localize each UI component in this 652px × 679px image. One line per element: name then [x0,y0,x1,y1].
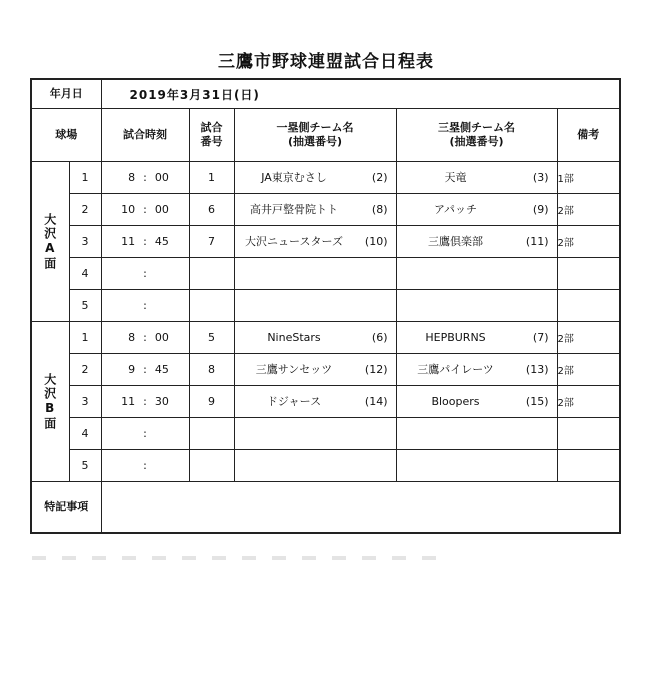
header-time: 試合時刻 [101,109,189,162]
page-title: 三鷹市野球連盟試合日程表 [218,52,434,72]
game-number: 6 [189,194,234,226]
table-row [31,258,620,290]
row-note: 1部 [557,162,620,194]
time-colon: : [143,427,147,440]
time-hour: 11 [121,235,136,248]
time-minute: 45 [154,235,169,248]
row-index: 1 [69,162,101,194]
row-index: 2 [69,194,101,226]
first-team-cell [234,162,396,194]
first-team-name: NineStars [267,331,321,344]
third-team-cell [396,258,557,290]
time-hour: 8 [128,331,136,344]
field-name-cell [31,322,69,482]
row-index: 4 [69,418,101,450]
row-index: 3 [69,226,101,258]
first-team-lottery: (12) [364,363,388,376]
row-index: 5 [69,290,101,322]
row-note: 2部 [557,354,620,386]
third-team-cell [396,162,557,194]
time-minute [155,427,177,440]
time-colon: : [143,299,147,312]
date-label: 年月日 [31,79,101,109]
first-team-cell [234,290,396,322]
third-team-cell [396,450,557,482]
game-number: 5 [189,322,234,354]
third-team-name: HEPBURNS [425,331,486,344]
time-hour [113,267,135,280]
first-team-lottery: (10) [364,235,388,248]
row-note: 2部 [557,194,620,226]
header-game-no [189,109,234,162]
third-team-lottery: (11) [525,235,549,248]
third-team-name: Bloopers [431,395,480,408]
field-name-cell [31,162,69,322]
time-hour: 10 [121,203,136,216]
game-number: 8 [189,354,234,386]
first-team-cell [234,354,396,386]
game-time [101,354,189,386]
game-number: 1 [189,162,234,194]
time-colon: : [143,395,147,408]
third-team-cell [396,386,557,418]
third-team-lottery: (7) [532,331,549,344]
schedule-body [31,162,620,482]
time-colon: : [143,235,147,248]
third-team-cell [396,418,557,450]
game-time [101,386,189,418]
row-note: 2部 [557,322,620,354]
third-team-name: 三鷹倶楽部 [428,235,483,248]
time-colon: : [143,171,147,184]
time-minute: 00 [154,203,169,216]
header-third-team [396,109,557,162]
row-note: 2部 [557,386,620,418]
row-note [557,418,620,450]
first-team-cell [234,386,396,418]
time-minute [155,459,177,472]
third-team-cell [396,322,557,354]
game-time [101,322,189,354]
first-team-name: ドジャース [266,395,322,408]
third-team-lottery: (13) [525,363,549,376]
row-index: 1 [69,322,101,354]
first-team-cell [234,418,396,450]
time-hour: 9 [128,363,136,376]
first-team-cell [234,226,396,258]
table-row [31,450,620,482]
time-hour: 11 [121,395,136,408]
table-row [31,354,620,386]
time-colon: : [143,459,147,472]
third-team-cell [396,226,557,258]
third-team-lottery: (3) [532,171,549,184]
time-minute [155,299,177,312]
game-number [189,290,234,322]
game-time [101,162,189,194]
game-time [101,194,189,226]
field-name: 大沢A面 [42,212,57,271]
game-time [101,290,189,322]
row-index: 5 [69,450,101,482]
header-first-team-line2: (抽選番号) [287,135,343,148]
first-team-cell [234,194,396,226]
first-team-lottery: (14) [364,395,388,408]
first-team-lottery: (2) [371,171,388,184]
third-team-cell [396,194,557,226]
row-note: 2部 [557,226,620,258]
row-index: 3 [69,386,101,418]
header-note: 備考 [557,109,620,162]
third-team-name: 三鷹パイレーツ [417,363,494,376]
first-team-name: JA東京むさし [261,171,327,184]
row-index: 4 [69,258,101,290]
row-note [557,258,620,290]
row-index: 2 [69,354,101,386]
special-notes-label: 特記事項 [31,482,101,534]
first-team-name: 高井戸整骨院トト [250,203,338,216]
scan-artifact [32,556,452,560]
time-colon: : [143,267,147,280]
header-row [31,109,620,162]
header-first-team-line1: 一塁側チーム名 [276,121,354,134]
first-team-cell [234,258,396,290]
third-team-name: 天竜 [444,171,467,184]
time-minute [155,267,177,280]
time-colon: : [143,203,147,216]
time-minute: 00 [154,171,169,184]
time-minute: 00 [154,331,169,344]
first-team-name: 三鷹サンセッツ [255,363,333,376]
time-minute: 45 [154,363,169,376]
time-minute: 30 [154,395,169,408]
header-first-team [234,109,396,162]
game-number [189,418,234,450]
game-number: 9 [189,386,234,418]
special-notes-content [101,482,620,534]
time-colon: : [143,363,147,376]
game-time [101,418,189,450]
table-row [31,386,620,418]
first-team-name: 大沢ニュースターズ [245,235,343,248]
third-team-lottery: (9) [532,203,549,216]
third-team-lottery: (15) [525,395,549,408]
first-team-lottery: (6) [371,331,388,344]
header-third-team-line2: (抽選番号) [449,135,504,148]
row-note [557,450,620,482]
table-row [31,290,620,322]
first-team-cell [234,450,396,482]
game-number: 7 [189,226,234,258]
game-number [189,258,234,290]
row-note [557,290,620,322]
third-team-name: アパッチ [433,203,478,216]
game-number [189,450,234,482]
time-hour [113,427,135,440]
time-hour [113,459,135,472]
time-colon: : [143,331,147,344]
third-team-cell [396,290,557,322]
table-row [31,226,620,258]
date-row [31,79,620,109]
table-row [31,194,620,226]
header-game-no-line1: 試合 [200,121,223,134]
third-team-cell [396,354,557,386]
schedule-table [30,78,621,534]
table-row [31,162,620,194]
game-time [101,258,189,290]
first-team-lottery: (8) [371,203,388,216]
header-field: 球場 [31,109,101,162]
special-notes-row [31,482,620,534]
time-hour: 8 [128,171,136,184]
date-value: 2019年3月31日(日) [101,79,620,109]
header-game-no-line2: 番号 [200,135,223,148]
header-third-team-line1: 三塁側チーム名 [438,121,515,134]
table-row [31,418,620,450]
time-hour [113,299,135,312]
game-time [101,226,189,258]
field-name: 大沢B面 [42,372,57,431]
game-time [101,450,189,482]
table-row [31,322,620,354]
first-team-cell [234,322,396,354]
